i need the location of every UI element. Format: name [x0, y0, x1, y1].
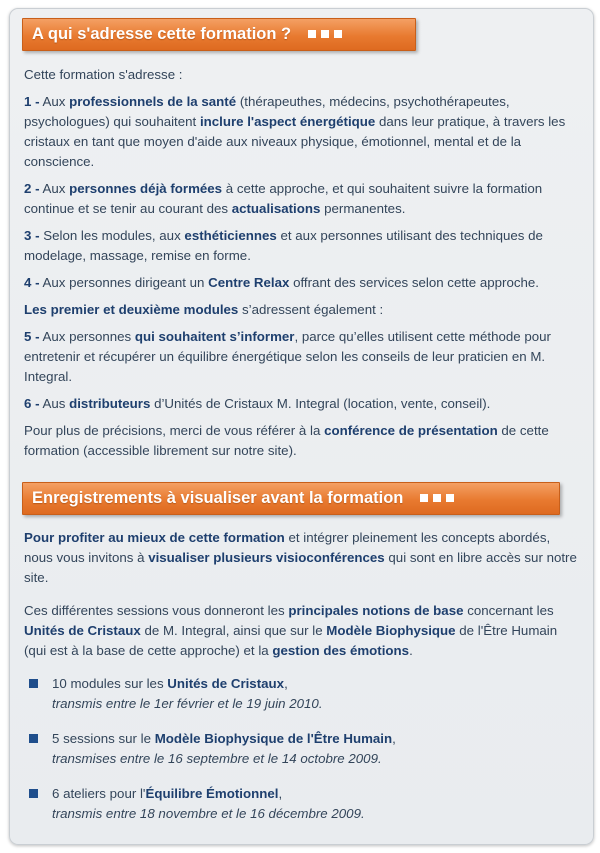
audience-item	[24, 327, 580, 387]
item-number: 2 -	[24, 181, 40, 196]
recordings-paragraph	[24, 528, 580, 588]
emphasis-text: Unités de Cristaux	[167, 676, 285, 691]
emphasis-text: qui souhaitent s’informer	[134, 329, 295, 344]
text-run: de l'Être Humain (qui est à la base de cette approche) et la	[24, 623, 558, 658]
text-run: qui sont en libre accès sur notre site.	[24, 550, 577, 585]
text-run: et aux personnes utilisant des techniques de modelage, massage, remise en forme.	[24, 228, 543, 263]
audience-item	[24, 226, 580, 266]
text-run: et intégrer pleinement les concepts abordés, nous vous invitons à	[24, 530, 551, 565]
emphasis-text: Les premier et deuxième modules	[24, 302, 239, 317]
square-bullet-icon	[29, 734, 38, 743]
emphasis-text: Modèle Biophysique de l'Être Humain	[154, 731, 393, 746]
intro-text: Cette formation s'adresse :	[24, 67, 183, 82]
text-run: 10 modules sur les	[52, 676, 168, 691]
recordings-paragraphs	[24, 528, 580, 661]
square-bullets-icon	[303, 25, 342, 43]
text-run: 6 ateliers pour l'	[52, 786, 146, 801]
audience-list	[24, 92, 580, 461]
emphasis-text: professionnels de la santé	[69, 94, 237, 109]
square-bullet-icon	[29, 679, 38, 688]
content-panel	[9, 8, 594, 845]
text-run: s’adressent également :	[238, 302, 384, 317]
text-run: (thérapeuthes, médecins, psychothérapeutes, psychologues) qui souhaitent	[24, 94, 510, 129]
recordings-content	[24, 528, 580, 839]
emphasis-text: actualisations	[231, 201, 321, 216]
item-number: 4 -	[24, 275, 40, 290]
item-number: 6 -	[24, 396, 40, 411]
emphasis-text: principales notions de base	[288, 603, 464, 618]
text-run: de cette formation (accessible librement sur notre site).	[24, 423, 549, 458]
text-run: Ces différentes sessions vous donneront les	[24, 603, 289, 618]
text-run: de M. Integral, ainsi que sur le	[140, 623, 327, 638]
audience-note	[24, 300, 580, 320]
text-run: ,	[392, 731, 396, 746]
text-run: ,	[278, 786, 283, 801]
audience-item	[24, 394, 580, 414]
square-bullet-icon	[29, 789, 38, 798]
recording-title	[52, 786, 282, 801]
section-title: Enregistrements à visualiser avant la formation	[32, 489, 404, 507]
text-run: à cette approche, et qui souhaitent suivre la formation continue et se tenir au courant des	[24, 181, 543, 216]
text-run: ,	[284, 676, 288, 691]
emphasis-text: Modèle Biophysique	[326, 623, 456, 638]
recordings-paragraph	[24, 601, 580, 661]
square-bullets-icon	[415, 489, 454, 507]
text-run: 5 sessions sur le	[52, 731, 155, 746]
emphasis-text: Unités de Cristaux	[24, 623, 141, 638]
emphasis-text: Équilibre Émotionnel	[145, 786, 279, 801]
emphasis-text: esthéticiennes	[184, 228, 277, 243]
text-run: Aux personnes dirigeant un	[42, 275, 209, 290]
recording-dates: transmis entre 18 novembre et le 16 décembre 2009.	[52, 806, 365, 821]
section-title: A qui s'adresse cette formation ?	[32, 25, 292, 43]
emphasis-text: personnes déjà formées	[69, 181, 223, 196]
audience-item	[24, 179, 580, 219]
audience-item	[24, 92, 580, 172]
recording-title	[52, 676, 288, 691]
recording-item	[24, 729, 580, 769]
recording-dates: transmis entre le 1er février et le 19 juin 2010.	[52, 696, 323, 711]
emphasis-text: Pour profiter au mieux de cette formation	[24, 530, 285, 545]
emphasis-text: Centre Relax	[208, 275, 290, 290]
text-run: .	[409, 643, 413, 658]
text-run: concernant les	[463, 603, 554, 618]
text-run: permanentes.	[320, 201, 406, 216]
text-run: dans leur pratique, à travers les cristaux en tant que moyen d'aide aux niveaux physique, émotionnel, mental et de la conscience.	[24, 114, 566, 169]
item-number: 3 -	[24, 228, 40, 243]
text-run: , parce qu’elles utilisent cette méthode pour entretenir et récupérer un équilibre énergétique selon les conseils de leur praticien en M. Integral.	[24, 329, 551, 384]
recording-item	[24, 784, 580, 824]
text-run: Selon les modules, aux	[43, 228, 185, 243]
emphasis-text: gestion des émotions	[272, 643, 410, 658]
item-number: 1 -	[24, 94, 40, 109]
section-heading-recordings	[22, 482, 560, 515]
recording-dates: transmises entre le 16 septembre et le 14 octobre 2009.	[52, 751, 382, 766]
emphasis-text: inclure l'aspect énergétique	[199, 114, 376, 129]
audience-content	[24, 65, 580, 468]
emphasis-text: conférence de présentation	[324, 423, 498, 438]
text-run: d’Unités de Cristaux M. Integral (location, vente, conseil).	[150, 396, 491, 411]
text-run: Pour plus de précisions, merci de vous référer à la	[24, 423, 325, 438]
item-number: 5 -	[24, 329, 40, 344]
audience-note	[24, 421, 580, 461]
emphasis-text: distributeurs	[69, 396, 151, 411]
text-run: Aus	[42, 396, 70, 411]
emphasis-text: visualiser plusieurs visioconférences	[148, 550, 385, 565]
recording-item	[24, 674, 580, 714]
recordings-list	[24, 674, 580, 824]
audience-item	[24, 273, 580, 293]
text-run: offrant des services selon cette approche.	[289, 275, 539, 290]
text-run: Aux personnes	[42, 329, 135, 344]
text-run: Aux	[42, 181, 70, 196]
section-heading-audience	[22, 18, 416, 51]
text-run: Aux	[42, 94, 70, 109]
recording-title	[52, 731, 396, 746]
